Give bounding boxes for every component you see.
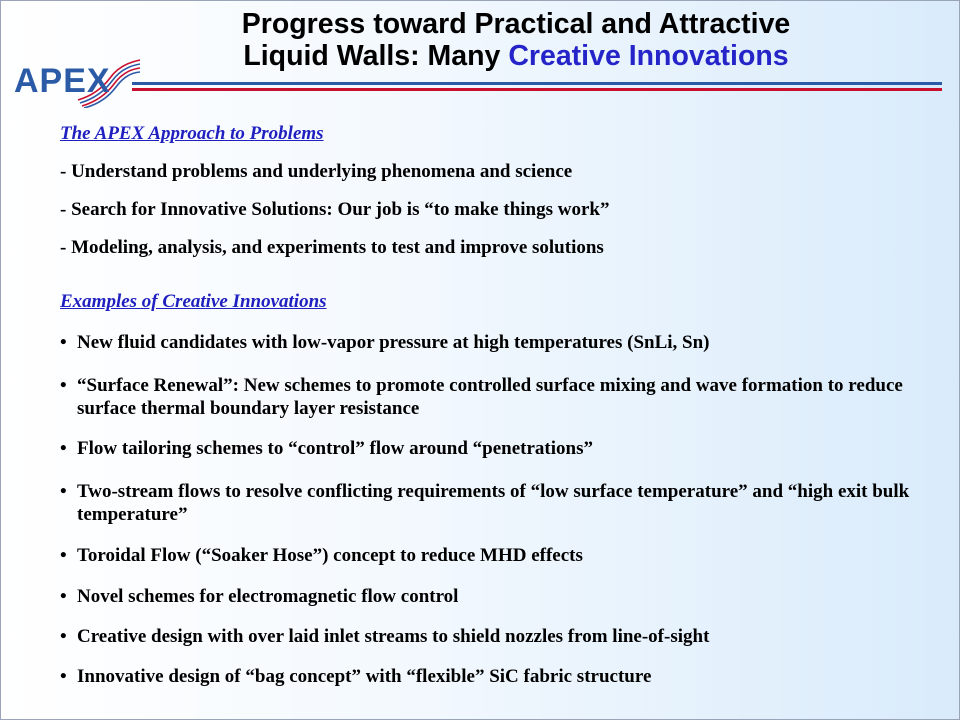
bullet-icon: • xyxy=(60,545,67,566)
example-item-4 xyxy=(60,480,940,526)
example-text: Two-stream flows to resolve conflicting requirements of “low surface temperature” and “high exit bulk temperature” xyxy=(77,481,910,525)
bullet-icon: • xyxy=(60,438,67,459)
logo-text: APEX xyxy=(14,62,111,100)
example-text: New fluid candidates with low-vapor pressure at high temperatures (SnLi, Sn) xyxy=(77,332,710,353)
example-item-8 xyxy=(60,665,940,688)
bullet-icon: • xyxy=(60,481,67,502)
title-line-2-plain: Liquid Walls: Many xyxy=(243,40,509,72)
title-rule-blue xyxy=(132,82,942,85)
approach-heading: The APEX Approach to Problems xyxy=(60,123,324,144)
example-item-7 xyxy=(60,625,940,648)
slide-title xyxy=(150,8,882,72)
example-text: “Surface Renewal”: New schemes to promote controlled surface mixing and wave formation to reduce surface thermal boundary layer resistance xyxy=(77,375,903,419)
examples-heading: Examples of Creative Innovations xyxy=(60,291,327,312)
example-text: Innovative design of “bag concept” with “flexible” SiC fabric structure xyxy=(77,666,652,687)
approach-item-2: - Search for Innovative Solutions: Our job is “to make things work” xyxy=(60,199,610,220)
example-text: Creative design with over laid inlet streams to shield nozzles from line-of-sight xyxy=(77,626,710,647)
bullet-icon: • xyxy=(60,332,67,353)
example-text: Novel schemes for electromagnetic flow control xyxy=(77,586,459,607)
example-item-3 xyxy=(60,437,940,460)
example-item-5 xyxy=(60,544,940,567)
approach-item-1: - Understand problems and underlying phenomena and science xyxy=(60,161,573,182)
example-item-6 xyxy=(60,585,940,608)
title-line-1: Progress toward Practical and Attractive xyxy=(241,8,791,40)
bullet-icon: • xyxy=(60,586,67,607)
example-text: Toroidal Flow (“Soaker Hose”) concept to reduce MHD effects xyxy=(77,545,583,566)
example-item-1 xyxy=(60,331,940,354)
title-rule-red xyxy=(132,88,942,91)
bullet-icon: • xyxy=(60,375,67,396)
title-line-2 xyxy=(150,40,882,72)
bullet-icon: • xyxy=(60,666,67,687)
bullet-icon: • xyxy=(60,626,67,647)
example-text: Flow tailoring schemes to “control” flow around “penetrations” xyxy=(77,438,593,459)
example-item-2 xyxy=(60,374,940,420)
title-accent: Creative Innovations xyxy=(508,40,789,72)
apex-logo xyxy=(14,56,140,108)
approach-item-3: - Modeling, analysis, and experiments to test and improve solutions xyxy=(60,237,604,258)
